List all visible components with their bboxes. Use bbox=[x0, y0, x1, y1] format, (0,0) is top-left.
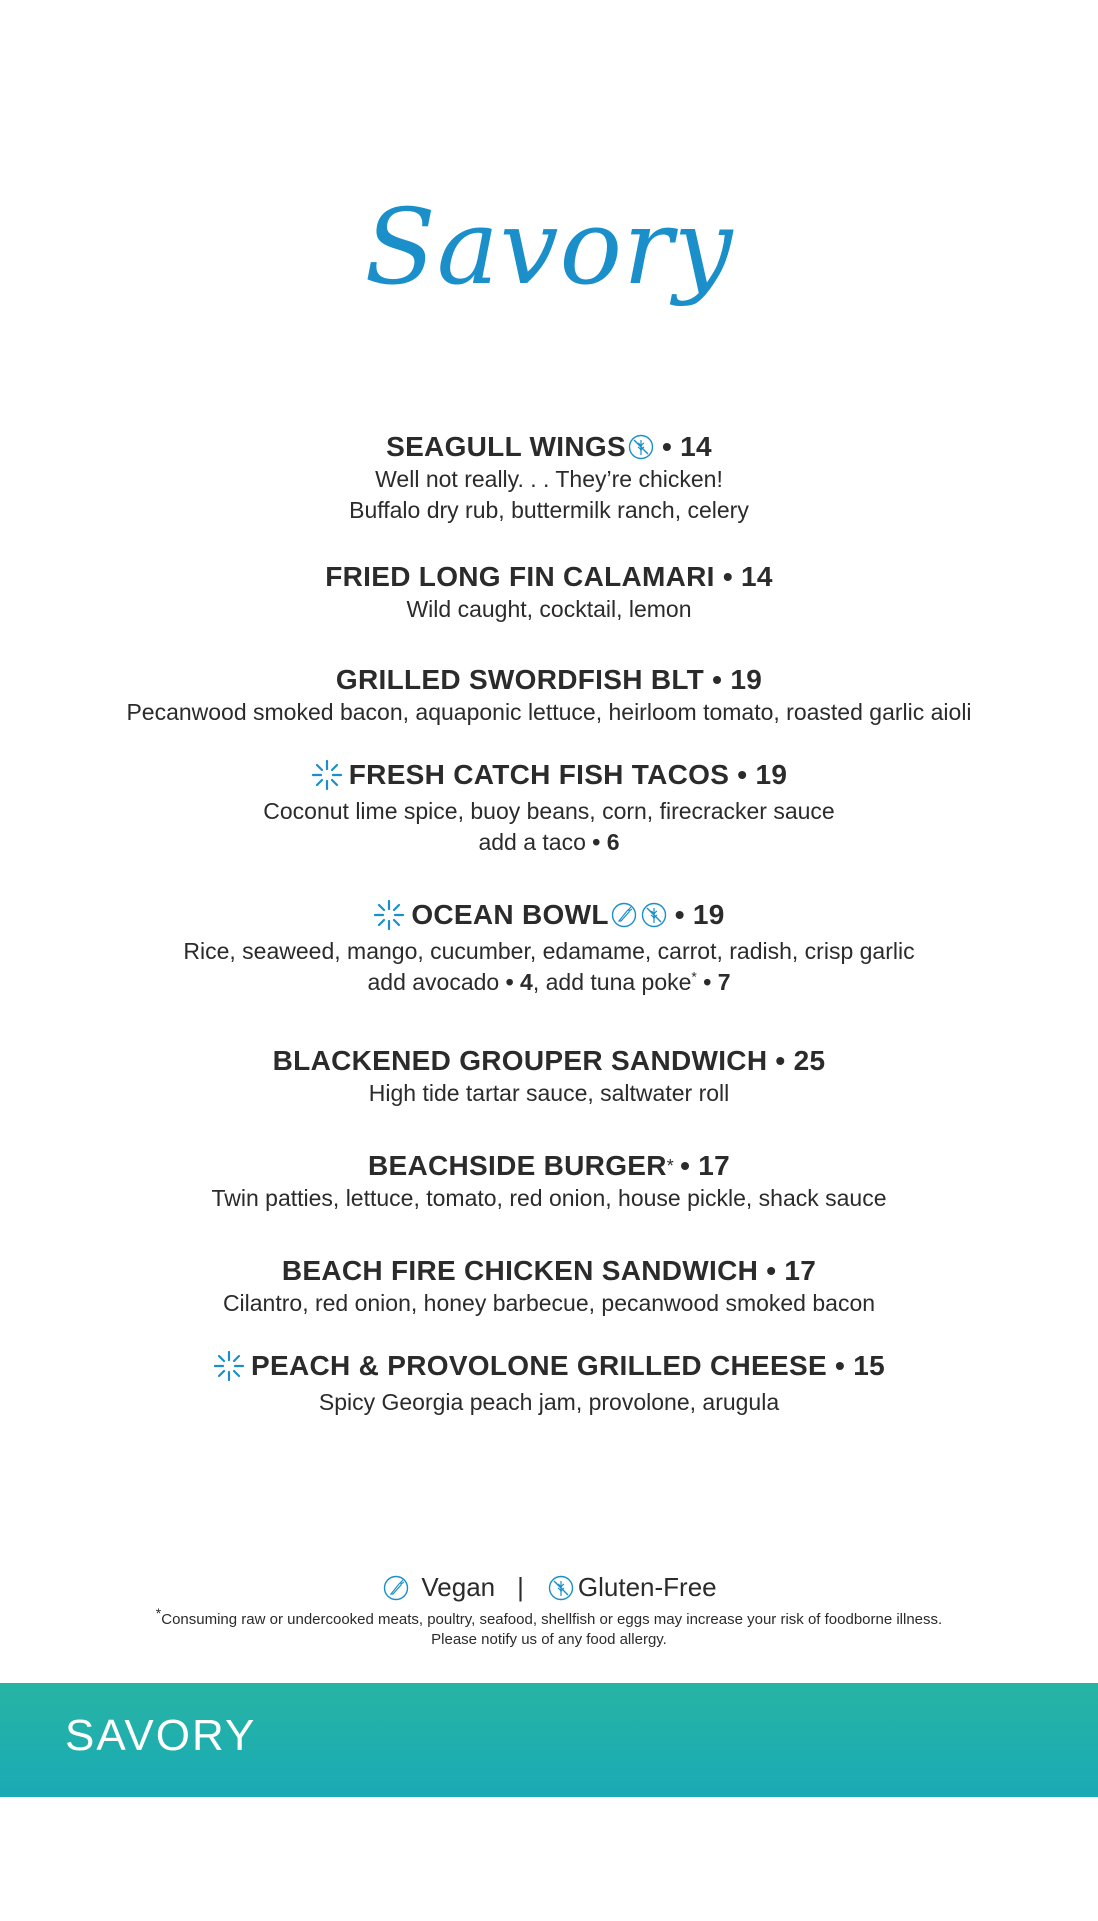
dietary-legend bbox=[0, 1572, 1098, 1603]
gluten-free-icon bbox=[628, 434, 654, 460]
vegan-label: Vegan bbox=[421, 1572, 496, 1602]
item-description: Coconut lime spice, buoy beans, corn, firecracker sauce bbox=[263, 798, 835, 824]
item-name: FRESH CATCH FISH TACOS • 19 bbox=[348, 759, 788, 790]
item-description: Cilantro, red onion, honey barbecue, pecanwood smoked bacon bbox=[222, 1290, 876, 1316]
menu-item-grouper-sandwich bbox=[0, 1044, 1098, 1109]
item-name: SEAGULL WINGS bbox=[386, 431, 626, 462]
sparkle-icon bbox=[213, 1350, 245, 1382]
item-addon: add avocado • 4, add tuna poke* • 7 bbox=[367, 968, 731, 995]
item-price: • 14 bbox=[661, 431, 712, 462]
menu-item-beach-fire-chicken bbox=[0, 1254, 1098, 1319]
item-description: Spicy Georgia peach jam, provolone, arugula bbox=[318, 1389, 780, 1415]
item-name: BEACH FIRE CHICKEN SANDWICH • 17 bbox=[281, 1255, 817, 1286]
item-name: BEACHSIDE BURGER bbox=[367, 1150, 667, 1181]
item-description: Rice, seaweed, mango, cucumber, edamame, carrot, radish, crisp garlic bbox=[183, 938, 915, 964]
item-addon: add a taco • 6 bbox=[478, 829, 620, 855]
item-name: OCEAN BOWL bbox=[411, 899, 609, 930]
menu-item-beachside-burger: BEACHSIDE BURGER * • 17 Twin patties, lettuce, tomato, red onion, house pickle, shack sauce bbox=[0, 1149, 1098, 1214]
food-safety-disclaimer: *Consuming raw or undercooked meats, poultry, seafood, shellfish or eggs may increase your risk of foodborne illness. Please notify us of any food allergy. bbox=[155, 1605, 943, 1648]
section-banner bbox=[0, 1683, 1098, 1797]
menu-item-calamari bbox=[0, 560, 1098, 625]
banner-label: SAVORY bbox=[65, 1711, 257, 1760]
gluten-free-icon bbox=[548, 1575, 574, 1601]
item-description: Wild caught, cocktail, lemon bbox=[406, 596, 692, 622]
item-price: • 17 bbox=[680, 1150, 731, 1181]
gluten-free-label: Gluten-Free bbox=[577, 1572, 717, 1602]
sparkle-icon bbox=[311, 759, 343, 791]
menu-item-ocean-bowl bbox=[0, 898, 1098, 998]
vegan-icon bbox=[383, 1575, 409, 1601]
item-description: Well not really. . . They’re chicken! bbox=[375, 466, 723, 492]
item-description: Buffalo dry rub, buttermilk ranch, celery bbox=[349, 497, 749, 523]
vegan-icon bbox=[611, 902, 637, 928]
item-name: PEACH & PROVOLONE GRILLED CHEESE • 15 bbox=[251, 1350, 885, 1381]
sparkle-icon bbox=[373, 899, 405, 931]
menu-item-fish-tacos bbox=[0, 758, 1098, 858]
item-description: High tide tartar sauce, saltwater roll bbox=[368, 1080, 730, 1106]
item-description: Twin patties, lettuce, tomato, red onion, house pickle, shack sauce bbox=[211, 1185, 887, 1211]
menu-list bbox=[0, 430, 1098, 1446]
item-name: FRIED LONG FIN CALAMARI • 14 bbox=[325, 561, 773, 592]
item-price: • 19 bbox=[674, 899, 725, 930]
legend-separator: | bbox=[517, 1572, 524, 1602]
gluten-free-icon bbox=[641, 902, 667, 928]
item-description: Pecanwood smoked bacon, aquaponic lettuce, heirloom tomato, roasted garlic aioli bbox=[126, 699, 972, 725]
item-name: BLACKENED GROUPER SANDWICH • 25 bbox=[272, 1045, 826, 1076]
menu-item-grilled-cheese bbox=[0, 1349, 1098, 1418]
item-name: GRILLED SWORDFISH BLT • 19 bbox=[335, 664, 763, 695]
menu-item-swordfish-blt bbox=[0, 663, 1098, 728]
menu-item-seagull-wings bbox=[0, 430, 1098, 526]
page-title: Savory bbox=[364, 186, 734, 308]
